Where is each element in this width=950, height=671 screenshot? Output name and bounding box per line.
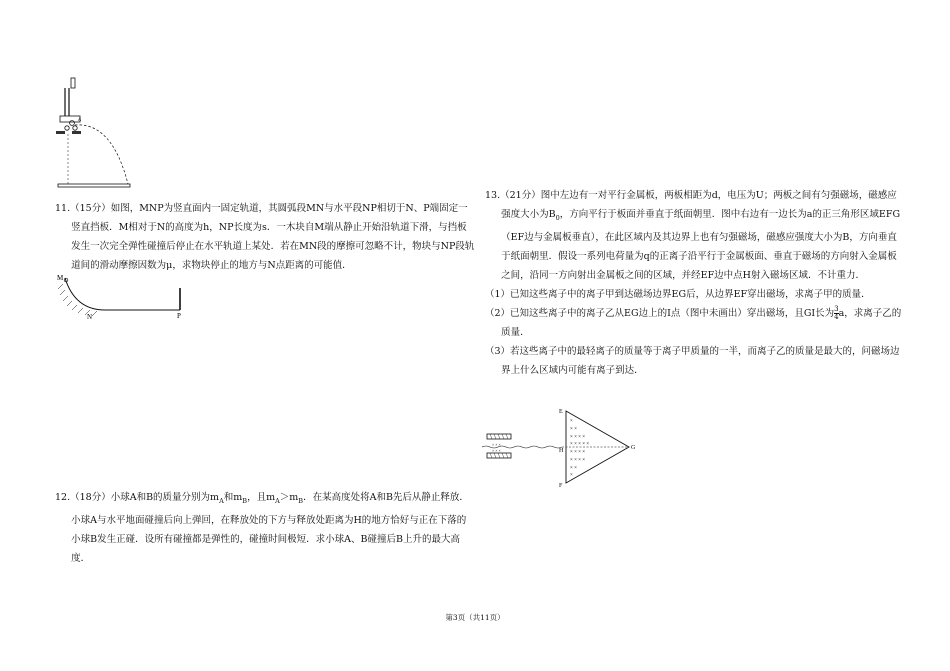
problem-13-score: （21分） <box>500 190 541 201</box>
track-label-n: N <box>87 313 93 320</box>
problem-12-sub-d: B <box>298 496 304 505</box>
svg-text:×: × <box>570 473 573 478</box>
svg-text:× ×: × × <box>570 466 577 471</box>
page-footer: 第3页（共11页） <box>445 613 505 622</box>
problem-12-text-c: ，且m <box>247 492 276 503</box>
problem-12-text-b: 和m <box>223 492 243 503</box>
svg-text:× × × ×: × × × × <box>570 458 586 463</box>
problem-13-part-2 <box>485 304 905 342</box>
problem-12-score: （18分） <box>70 492 111 503</box>
svg-text:× × × × ×: × × × × × <box>570 442 590 447</box>
problem-13-number: 13. <box>485 190 501 201</box>
triangle-label-h: H <box>559 448 564 454</box>
problem-13-part-1: （1）已知这些离子中的离子甲到达磁场边界EG后，从边界EF穿出磁场，求离子甲的质量． <box>485 288 871 300</box>
svg-text:× × × ×: × × × × <box>570 435 586 440</box>
problem-13-sub-a: 0 <box>555 213 560 222</box>
problem-12-text-a: 小球A和B的质量分别为m <box>110 492 220 503</box>
problem-13-part-2-a: （2）已知这些离子中的离子乙从EG边上的I点（图中未画出）穿出磁场，且GI长为 <box>485 307 835 319</box>
projectile-figure <box>50 72 150 190</box>
triangle-label-f: F <box>559 483 563 489</box>
svg-text:×: × <box>570 419 573 424</box>
problem-11-score: （15分） <box>70 203 111 214</box>
problem-11 <box>55 199 475 275</box>
problem-11-number: 11. <box>55 203 71 214</box>
problem-12-sub-c: A <box>275 496 280 505</box>
triangle-label-g: G <box>631 445 636 451</box>
svg-text:× × × ×: × × × × <box>570 450 586 455</box>
fraction-denominator: 4 <box>834 312 839 321</box>
problem-12-text-d: ＞m <box>279 492 299 503</box>
problem-13 <box>485 186 905 380</box>
problem-12-text-e: ．在某高度处将A和B先后从静止释放．小球A与水平地面碰撞后向上弹回，在释放处的下方与释放处距离为H的地方恰好与正在下落的小球B发生正碰．设所有碰撞都是弹性的，碰撞时间极短．求小球A、B碰撞后B上升的最大高度． <box>71 492 469 564</box>
problem-13-part-2-b: a，求离子乙的质量． <box>501 307 902 338</box>
svg-text:× × ×: × × × <box>492 442 501 447</box>
fraction-numerator: 3 <box>834 304 839 313</box>
fig10-label-a: A <box>78 118 82 123</box>
problem-12-number: 12. <box>55 492 71 503</box>
problem-12-sub-b: B <box>242 496 248 505</box>
triangle-field-figure <box>482 405 652 490</box>
svg-text:× × ×: × × × <box>492 448 501 453</box>
problem-13-part-3: （3）若这些离子中的最轻离子的质量等于离子甲质量的一半，而离子乙的质量是最大的，问磁场边界上什么区域内可能有离子到达． <box>485 345 900 376</box>
problem-13-text-b: ，方向平行于板面并垂直于纸面朝里．图中右边有一边长为a的正三角形区域EFG（EF边与金属板垂直），在此区域内及其边界上也有匀强磁场，磁感应强度大小为B，方向垂直于纸面朝里．假设一系列电荷量为q的正离子沿平行于金属板面、垂直于磁场的方向射入金属板之间，沿同一方向射出金属板之间的区域，并经EF边中点H射入磁场区域．不计重力． <box>501 209 901 281</box>
triangle-label-e: E <box>559 409 563 415</box>
problem-13-text-a: 图中左边有一对平行金属板，两板相距为d，电压为U；两板之间有匀强磁场，磁感应强度大小为B <box>501 190 897 220</box>
track-label-m: M <box>57 274 64 282</box>
svg-text:× ×: × × <box>570 427 577 432</box>
problem-12-sub-a: A <box>219 496 224 505</box>
problem-12 <box>55 488 475 568</box>
problem-11-text: 如图，MNP为竖直面内一固定轨道，其圆弧段MN与水平段NP相切于N、P端固定一竖直挡板．M相对于N的高度为h，NP长度为s．一木块自M端从静止开始沿轨道下滑，与挡板发生一次完全弹性碰撞后停止在水平轨道上某处．若在MN段的摩擦可忽略不计，物块与NP段轨道间的滑动摩擦因数为μ，求物块停止的地方与N点距离的可能值． <box>71 203 475 271</box>
track-label-p: P <box>177 312 181 320</box>
track-figure <box>55 270 195 320</box>
